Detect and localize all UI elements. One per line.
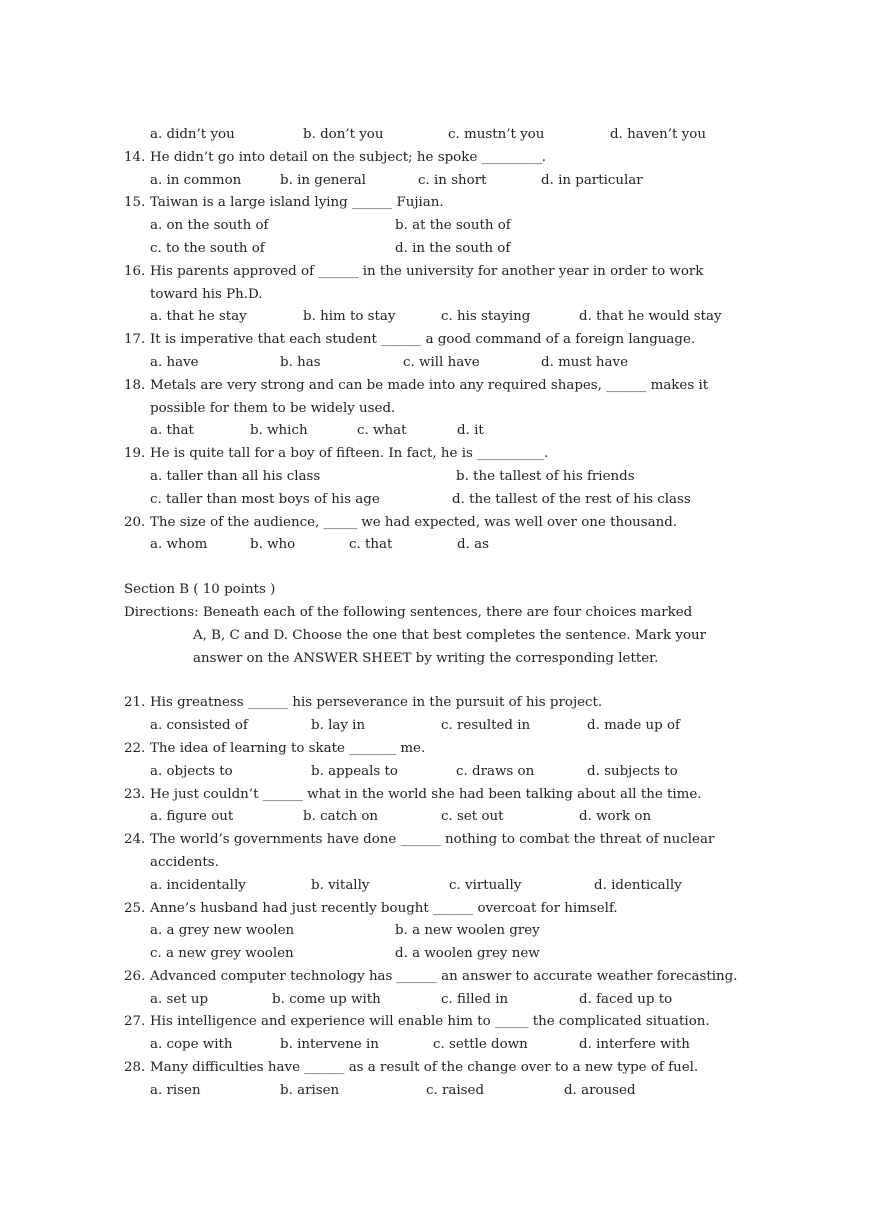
- question-15-options-row1: [124, 215, 749, 238]
- option-c: c. filled in: [441, 991, 509, 1007]
- option-c: c. in short: [418, 172, 487, 188]
- question-18: [124, 375, 749, 398]
- question-15-options-row2: [124, 238, 749, 261]
- option-d: d. in particular: [541, 172, 643, 188]
- option-d: d. interfere with: [579, 1037, 690, 1053]
- question-21-options: [124, 715, 749, 738]
- option-c: c. settle down: [433, 1037, 528, 1053]
- option-d: d. a woolen grey new: [395, 946, 540, 962]
- option-a: a. cope with: [150, 1037, 233, 1053]
- option-a: a. incidentally: [150, 877, 246, 893]
- option-b: b. a new woolen grey: [395, 923, 540, 939]
- question-22-options: [124, 761, 749, 784]
- question-26: [124, 966, 749, 989]
- option-d: d. as: [457, 537, 489, 553]
- question-text: His greatness ______ his perseverance in the pursuit of his project.: [150, 695, 603, 711]
- option-d: d. haven’t you: [610, 127, 706, 142]
- option-b: b. lay in: [311, 718, 366, 734]
- option-a: a. didn’t you: [150, 127, 235, 142]
- option-b: b. vitally: [311, 877, 370, 893]
- option-b: b. at the south of: [395, 218, 511, 234]
- question-26-options: [124, 989, 749, 1012]
- question-text: The world’s governments have done ______ nothing to combat the threat of nuclear: [150, 832, 715, 848]
- option-b: b. who: [250, 537, 296, 553]
- option-c: c. draws on: [456, 763, 535, 779]
- option-c: c. taller than most boys of his age: [150, 491, 380, 507]
- question-text: Metals are very strong and can be made into any required shapes, ______ makes it: [150, 377, 709, 393]
- question-text: He didn’t go into detail on the subject; he spoke _________.: [150, 149, 547, 165]
- directions-first-line: [124, 602, 749, 625]
- question-20-options: [124, 534, 749, 557]
- option-a: a. risen: [150, 1082, 201, 1098]
- question-20: [124, 512, 749, 535]
- question-23: [124, 784, 749, 807]
- question-17-options: [124, 352, 749, 375]
- question-number: 15.: [124, 195, 146, 211]
- directions-label: Directions:: [124, 604, 199, 620]
- question-23-options: [124, 806, 749, 829]
- question-16-options: [124, 306, 749, 329]
- directions: [124, 602, 749, 670]
- option-a: a. set up: [150, 991, 209, 1007]
- question-19-options-row2: [124, 489, 749, 512]
- question-text: The size of the audience, _____ we had expected, was well over one thousand.: [150, 514, 678, 530]
- question-text-continued: possible for them to be widely used.: [150, 400, 396, 416]
- option-c: c. mustn’t you: [448, 127, 545, 142]
- option-c: c. that: [349, 537, 393, 553]
- question-28-options: [124, 1080, 749, 1103]
- option-a: a. a grey new woolen: [150, 923, 295, 939]
- option-b: b. appeals to: [311, 763, 398, 779]
- option-b: b. which: [250, 423, 308, 439]
- question-number: 23.: [124, 786, 146, 802]
- option-a: a. objects to: [150, 763, 233, 779]
- question-28: [124, 1057, 749, 1080]
- option-d: d. subjects to: [587, 763, 678, 779]
- question-number: 27.: [124, 1014, 146, 1030]
- option-b: b. in general: [280, 172, 366, 188]
- option-b: b. arisen: [280, 1082, 340, 1098]
- question-text: It is imperative that each student ______ a good command of a foreign language.: [150, 332, 696, 348]
- option-b: b. intervene in: [280, 1037, 379, 1053]
- option-b: b. has: [280, 354, 321, 370]
- question-25: [124, 898, 749, 921]
- question-number: 21.: [124, 695, 146, 711]
- question-text-continued: toward his Ph.D.: [150, 286, 263, 302]
- option-c: c. virtually: [449, 877, 522, 893]
- question-15: [124, 192, 749, 215]
- option-d: d. faced up to: [579, 991, 673, 1007]
- question-14-options: [124, 170, 749, 193]
- option-c: c. will have: [403, 354, 480, 370]
- option-a: a. that he stay: [150, 309, 247, 325]
- option-c: c. resulted in: [441, 718, 531, 734]
- question-27: [124, 1011, 749, 1034]
- question-text: Advanced computer technology has ______ an answer to accurate weather forecasting.: [150, 968, 738, 984]
- question-16-continuation: [124, 284, 749, 307]
- directions-line: A, B, C and D. Choose the one that best completes the sentence. Mark your: [193, 627, 707, 643]
- option-c: c. to the south of: [150, 240, 265, 256]
- option-d: d. made up of: [587, 718, 680, 734]
- question-text: His intelligence and experience will enable him to _____ the complicated situation.: [150, 1014, 710, 1030]
- option-c: c. his staying: [441, 309, 531, 325]
- option-a: a. that: [150, 423, 194, 439]
- question-18-options: [124, 420, 749, 443]
- question-number: 16.: [124, 263, 146, 279]
- question-number: 26.: [124, 968, 146, 984]
- option-a: a. in common: [150, 172, 242, 188]
- question-number: 14.: [124, 149, 146, 165]
- directions-line: answer on the ANSWER SHEET by writing the corresponding letter.: [193, 650, 659, 666]
- question-number: 20.: [124, 514, 146, 530]
- question-17: [124, 329, 749, 352]
- question-text: He is quite tall for a boy of fifteen. In fact, he is __________.: [150, 446, 549, 462]
- option-d: d. that he would stay: [579, 309, 722, 325]
- spacer: [124, 557, 749, 579]
- option-d: d. must have: [541, 354, 629, 370]
- question-19-options-row1: [124, 466, 749, 489]
- question-number: 18.: [124, 377, 146, 393]
- question-text: The idea of learning to skate _______ me.: [150, 740, 426, 756]
- option-b: b. him to stay: [303, 309, 396, 325]
- question-text: He just couldn’t ______ what in the world she had been talking about all the time.: [150, 786, 702, 802]
- question-16: [124, 261, 749, 284]
- option-b: b. catch on: [303, 809, 379, 825]
- question-number: 19.: [124, 446, 146, 462]
- question-text-continued: accidents.: [150, 854, 219, 870]
- option-a: a. taller than all his class: [150, 468, 321, 484]
- question-25-options-row1: [124, 920, 749, 943]
- option-d: d. in the south of: [395, 240, 511, 256]
- option-a: a. consisted of: [150, 718, 248, 734]
- option-b: b. come up with: [272, 991, 381, 1007]
- directions-text: Beneath each of the following sentences, there are four choices marked: [202, 604, 693, 620]
- question-22: [124, 738, 749, 761]
- option-d: d. it: [457, 423, 484, 439]
- option-a: a. have: [150, 354, 199, 370]
- option-a: a. whom: [150, 537, 208, 553]
- section-title: Section B ( 10 points ): [124, 582, 276, 598]
- question-number: 17.: [124, 332, 146, 348]
- question-24-continuation: [124, 852, 749, 875]
- option-d: d. the tallest of the rest of his class: [452, 491, 691, 507]
- question-number: 24.: [124, 832, 146, 848]
- question-number: 28.: [124, 1060, 146, 1076]
- question-number: 25.: [124, 900, 146, 916]
- option-d: d. work on: [579, 809, 652, 825]
- option-b: b. the tallest of his friends: [456, 468, 635, 484]
- question-19: [124, 443, 749, 466]
- question-24-options: [124, 875, 749, 898]
- option-d: d. identically: [594, 877, 682, 893]
- option-d: d. aroused: [564, 1082, 636, 1098]
- spacer: [124, 670, 749, 692]
- option-c: c. a new grey woolen: [150, 946, 294, 962]
- question-text: His parents approved of ______ in the university for another year in order to work: [150, 263, 704, 279]
- option-b: b. don’t you: [303, 127, 384, 142]
- question-18-continuation: [124, 398, 749, 421]
- question-text: Anne’s husband had just recently bought ______ overcoat for himself.: [150, 900, 618, 916]
- question-text: Many difficulties have ______ as a result of the change over to a new type of fuel.: [150, 1060, 699, 1076]
- option-c: c. what: [357, 423, 407, 439]
- question-24: [124, 829, 749, 852]
- option-a: a. on the south of: [150, 218, 269, 234]
- question-27-options: [124, 1034, 749, 1057]
- option-c: c. raised: [426, 1082, 485, 1098]
- question-21: [124, 692, 749, 715]
- option-a: a. figure out: [150, 809, 234, 825]
- question-14: [124, 147, 749, 170]
- question-13-options: [124, 124, 749, 147]
- question-number: 22.: [124, 740, 146, 756]
- question-text: Taiwan is a large island lying ______ Fujian.: [150, 195, 444, 211]
- question-25-options-row2: [124, 943, 749, 966]
- question-list: [124, 124, 749, 1103]
- option-c: c. set out: [441, 809, 504, 825]
